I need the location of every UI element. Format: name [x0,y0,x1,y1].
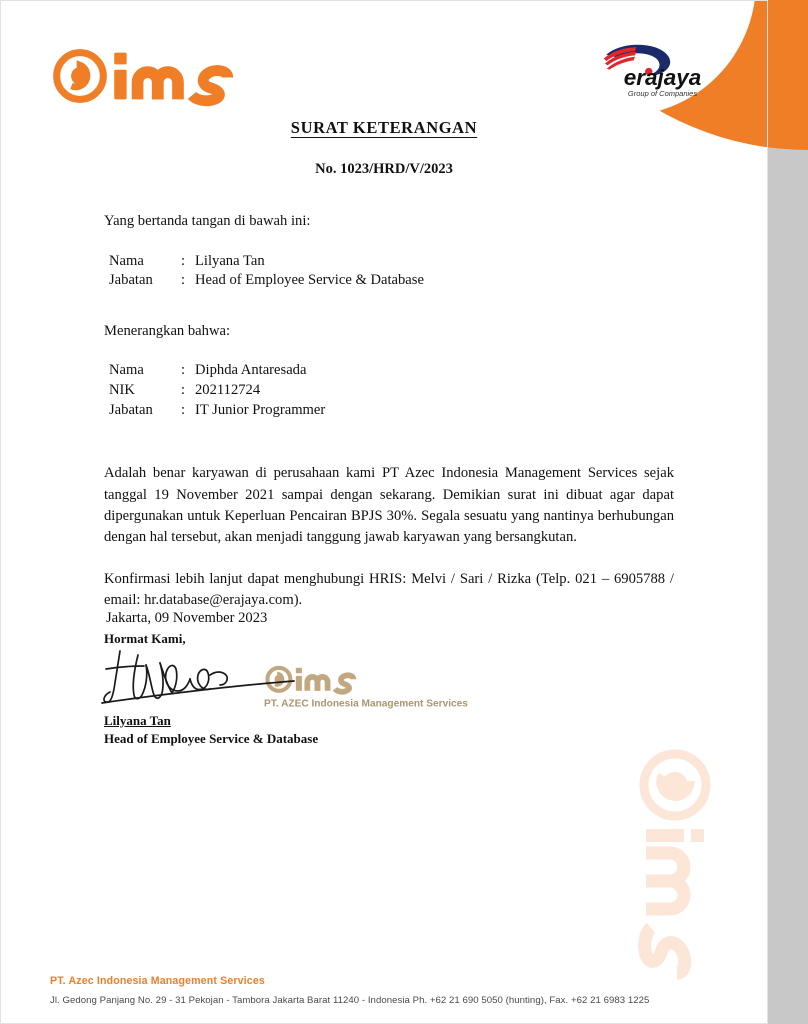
place-and-date: Jakarta, 09 November 2023 [106,610,268,626]
signer-name: Lilyana Tan [104,713,171,728]
svg-text:Group of Companies: Group of Companies [627,89,698,98]
field-colon: : [181,401,186,418]
field-label: Jabatan [109,401,153,418]
body-paragraph-2: Konfirmasi lebih lanjut dapat menghubungi HRIS: Melvi / Sari / Rizka (Telp. 021 – 6905788 / email: hr.database@erajaya.com). [104,570,674,609]
field-value: IT Junior Programmer [195,401,326,418]
field-value: 202112724 [195,381,261,398]
field-colon: : [181,362,186,379]
signature-block [104,610,524,747]
field-value: Head of Employee Service & Database [195,272,424,289]
closing-salutation: Hormat Kami, [104,631,186,646]
handwritten-signature [98,645,318,713]
table-row [109,273,424,293]
table-row [109,363,325,383]
page-footer [50,975,740,1006]
field-value: Lilyana Tan [195,252,265,269]
field-label: NIK [109,381,135,398]
table-row [109,383,325,403]
intro-line: Yang bertanda tangan di bawah ini: [104,213,311,229]
document-number: No. 1023/HRD/V/2023 [315,161,453,177]
field-label: Jabatan [109,272,153,289]
field-label: Nama [109,362,144,379]
declares-line: Menerangkan bahwa: [104,322,231,339]
footer-address: Jl. Gedong Panjang No. 29 - 31 Pekojan - Tambora Jakarta Barat 11240 - Indonesia Ph. +62 21 690 5050 (hunting), Fax. +62 21 6983 1225 [50,995,650,1006]
svg-text:PT. AZEC Indonesia Management: PT. AZEC Indonesia Management Services [264,698,468,710]
field-colon: : [181,272,186,289]
field-value: Diphda Antaresada [195,362,307,379]
ims-logo [52,48,270,104]
title-block [0,118,768,178]
footer-company-name: PT. Azec Indonesia Management Services [50,975,265,987]
table-row [109,403,325,423]
field-colon: : [181,381,186,398]
svg-text:erajaya: erajaya [623,64,702,90]
document-body [104,214,674,612]
ims-watermark [560,745,790,1005]
signer-position: Head of Employee Service & Database [104,731,319,746]
signature-graphic-area [104,649,524,711]
signer-fields-table [109,254,424,293]
field-colon: : [181,252,186,269]
table-row [109,254,424,274]
body-paragraph-1: Adalah benar karyawan di perusahaan kami PT Azec Indonesia Management Services sejak tanggal 19 November 2021 sampai dengan sekarang. Demikian surat ini dibuat agar dapat dipergunakan untuk Keperluan Pencairan BPJS 30%. Segala sesuatu yang nantinya berhubungan dengan hal tersebut, akan menjadi tanggung jawab karyawan yang bersangkutan. [104,465,674,546]
field-label: Nama [109,252,144,269]
page-title: SURAT KETERANGAN [290,118,478,137]
employee-fields-table [109,363,325,422]
erajaya-logo [600,36,725,98]
